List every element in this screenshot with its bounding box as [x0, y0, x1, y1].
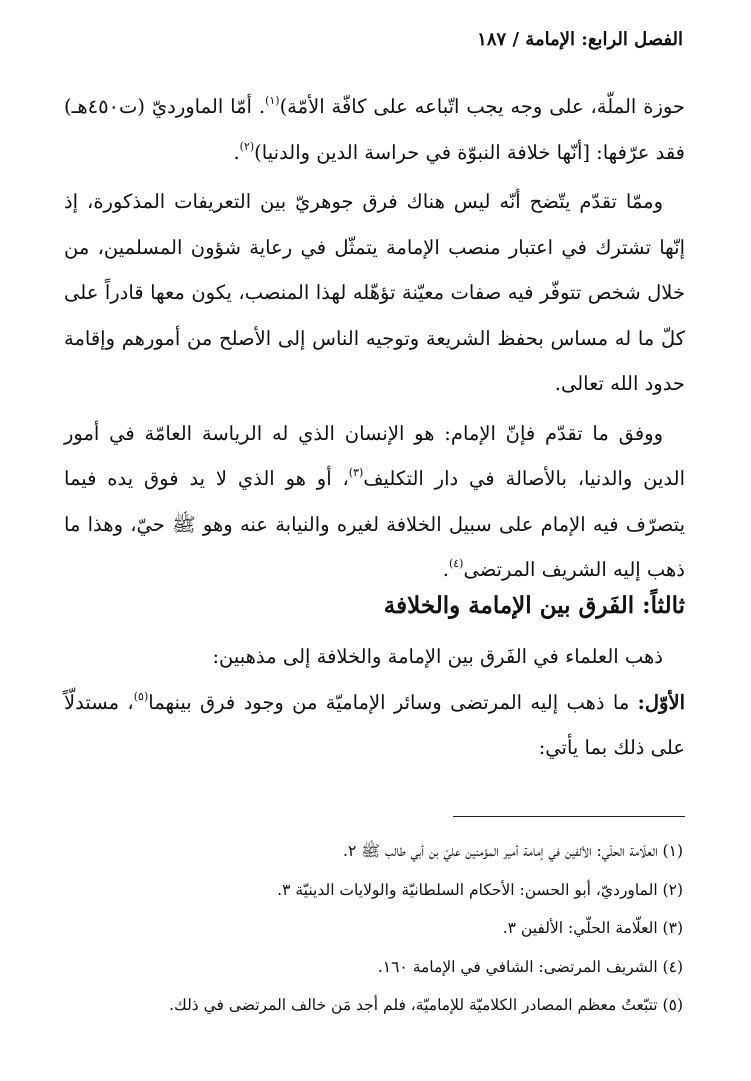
footnote-ref-1[interactable]: (١) — [265, 94, 280, 107]
footnote-separator — [453, 816, 685, 817]
lead-term: الأوّل: — [637, 690, 685, 714]
text-run: . أمّا الماورديّ (ت٤٥٠هـ) فقد عرّفها: [أنّها خلافة النبوّة في حراسة الدين والدنيا) — [64, 95, 685, 164]
paragraph-imam-definition — [64, 411, 685, 593]
text-run: . — [233, 140, 240, 164]
footnote-5: (٥) تتبّعتُ معظم المصادر الكلاميّة للإماميّة، فلم أجد مَن خالف المرتضى في ذلك. — [169, 996, 683, 1014]
text-run: ووفق ما تقدّم فإنّ الإمام: هو الإنسان الذي له الرياسة العامّة في أمور الدين والدنيا، بالأصالة في دار التكليف — [64, 421, 685, 490]
text-run: وممّا تقدّم يتّضح أنّه ليس هناك فرق جوهريّ بين التعريفات المذكورة، إذ إنّها تشترك في اعتبار منصب الإمامة يتمثّل في رعاية شؤون المسلمين، من خلال شخص تتوفّر فيه صفات معيّنة تؤهّله لهذا المنصب، يكون معها قادراً على كلّ ما له مساس بحفظ الشريعة وتوجيه الناس إلى الأصلح من أمورهم وإقامة حدود الله تعالى. — [64, 190, 685, 395]
section-heading: ثالثاً: الفَرق بين الإمامة والخلافة — [383, 592, 685, 619]
footnote-ref-3[interactable]: (٣) — [348, 466, 364, 479]
running-head: الفصل الرابع: الإمامة / ١٨٧ — [477, 29, 683, 50]
text-run: . — [442, 558, 449, 581]
footnote-3: (٣) العلّامة الحلّي: الألفين ٣. — [502, 919, 683, 937]
main-text — [64, 84, 685, 593]
footnote-ref-2[interactable]: (٢) — [239, 139, 255, 153]
paragraph-first-school — [64, 680, 685, 771]
paragraph-summary — [64, 179, 685, 407]
footnote-2: (٢) الماورديّ، أبو الحسن: الأحكام السلطانيّة والولايات الدينيّة ٣. — [277, 880, 683, 899]
footnote-1: (١) العلّامة الحلّي: الألفين في إمامة أمير المؤمنين عليّ بن أبي طالب ﷺ ٢. — [343, 842, 683, 860]
text-run: حوزة الملّة، على وجه يجب اتّباعه على كافّة الأمّة) — [279, 95, 685, 118]
footnote-ref-5[interactable]: (٥) — [133, 689, 149, 703]
paragraph-two-schools — [64, 634, 685, 680]
text-run: ، مستدلّاً على ذلك بما يأتي: — [64, 690, 685, 759]
footnote-ref-4[interactable]: (٤) — [448, 557, 464, 570]
text-run: ، أو هو الذي لا يد فوق يده فيما يتصرّف فيه الإمام على سبيل الخلافة لغيره والنيابة عنه وهو ﷺ حيّ، وهذا ما ذهب إليه الشريف المرتضى — [64, 467, 685, 581]
paragraph-definition-continuation — [64, 84, 685, 175]
footnotes — [64, 832, 683, 1025]
text-run: ذهب العلماء في الفَرق بين الإمامة والخلافة إلى مذهبين: — [212, 645, 663, 668]
footnote-4: (٤) الشريف المرتضى: الشافي في الإمامة ١٦٠. — [377, 957, 683, 976]
section-text — [64, 634, 685, 771]
text-run: ما ذهب إليه المرتضى وسائر الإماميّة من وجود فرق بينهما — [148, 690, 638, 714]
